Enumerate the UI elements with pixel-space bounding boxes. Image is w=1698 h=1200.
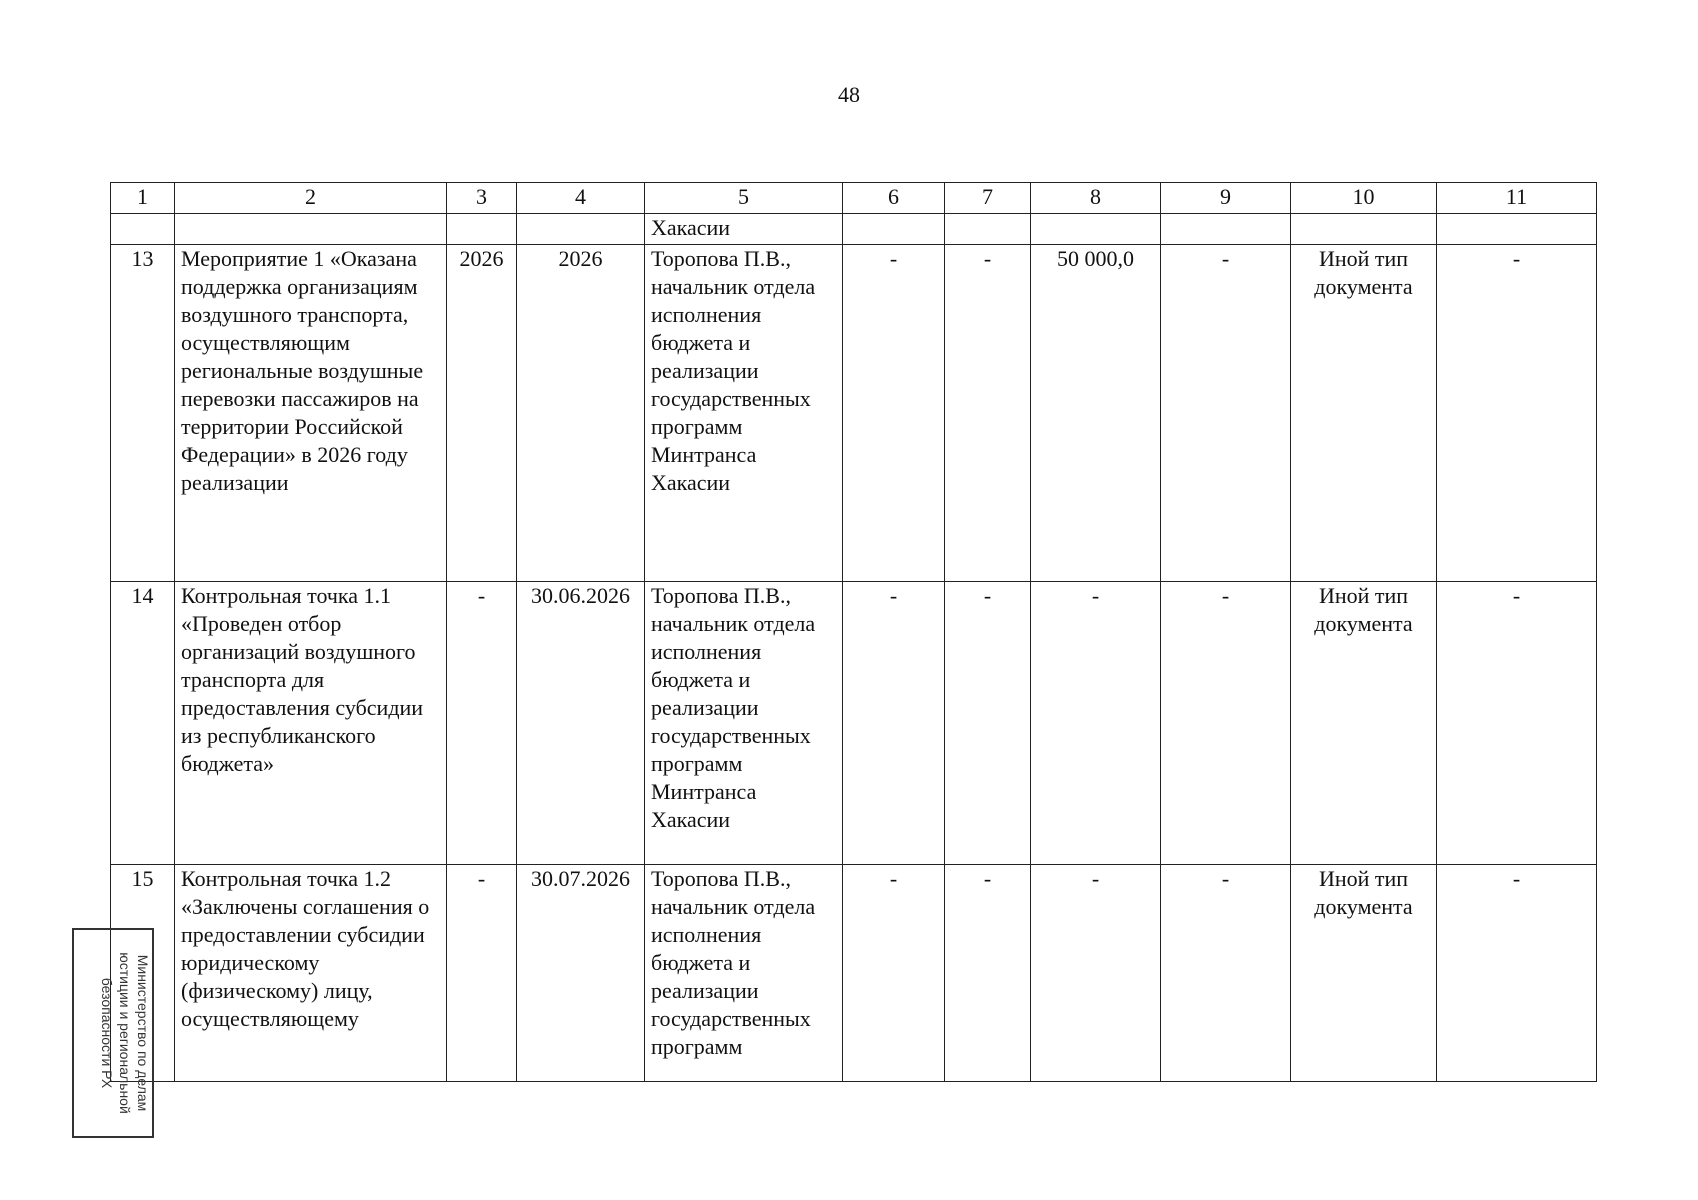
row-doc-type: Иной тип документа — [1291, 582, 1437, 865]
col-header: 8 — [1031, 183, 1161, 214]
row-start: - — [447, 865, 517, 1082]
row-number: 13 — [111, 245, 175, 582]
table-row — [111, 582, 1597, 865]
row-number: 14 — [111, 582, 175, 865]
row-start: - — [447, 582, 517, 865]
col-header: 7 — [945, 183, 1031, 214]
row-doc-type: Иной тип документа — [1291, 865, 1437, 1082]
col-header: 10 — [1291, 183, 1437, 214]
row-c8: 50 000,0 — [1031, 245, 1161, 582]
row-responsible: Торопова П.В., начальник отдела исполнения бюджета и реализации государственных программ Минтранса Хакасии — [645, 245, 843, 582]
row-name: Мероприятие 1 «Оказана поддержка организациям воздушного транспорта, осуществляющим региональные воздушные перевозки пассажиров на территории Российской Федерации» в 2026 году реализации — [175, 245, 447, 582]
row-end: 2026 — [517, 245, 645, 582]
row-c8: - — [1031, 582, 1161, 865]
column-number-row — [111, 183, 1597, 214]
row-responsible: Торопова П.В., начальник отдела исполнения бюджета и реализации государственных программ Минтранса Хакасии — [645, 582, 843, 865]
row-name: Контрольная точка 1.1 «Проведен отбор организаций воздушного транспорта для предоставления субсидии из республиканского бюджета» — [175, 582, 447, 865]
row-c7: - — [945, 582, 1031, 865]
row-c9: - — [1161, 865, 1291, 1082]
col-header: 3 — [447, 183, 517, 214]
row-c11: - — [1437, 582, 1597, 865]
row-c6: - — [843, 582, 945, 865]
row-end: 30.07.2026 — [517, 865, 645, 1082]
row-c8: - — [1031, 865, 1161, 1082]
col-header: 4 — [517, 183, 645, 214]
row-c11: - — [1437, 245, 1597, 582]
page-number: 48 — [838, 82, 860, 107]
row-name: Контрольная точка 1.2 «Заключены соглашения о предоставлении субсидии юридическому (физическому) лицу, осуществляющему — [175, 865, 447, 1082]
row-c6: - — [843, 245, 945, 582]
row-c9: - — [1161, 245, 1291, 582]
stamp-text: Министерство по делам юстиции и региональной безопасности РХ — [99, 952, 151, 1114]
registration-stamp — [72, 928, 154, 1138]
row-end: 30.06.2026 — [517, 582, 645, 865]
row-c7: - — [945, 865, 1031, 1082]
continuation-cell: Хакасии — [645, 214, 843, 245]
col-header: 11 — [1437, 183, 1597, 214]
col-header: 1 — [111, 183, 175, 214]
row-c7: - — [945, 245, 1031, 582]
col-header: 5 — [645, 183, 843, 214]
row-c11: - — [1437, 865, 1597, 1082]
row-responsible: Торопова П.В., начальник отдела исполнения бюджета и реализации государственных программ — [645, 865, 843, 1082]
continuation-row — [111, 214, 1597, 245]
row-doc-type: Иной тип документа — [1291, 245, 1437, 582]
row-start: 2026 — [447, 245, 517, 582]
row-c6: - — [843, 865, 945, 1082]
col-header: 2 — [175, 183, 447, 214]
col-header: 9 — [1161, 183, 1291, 214]
plan-table — [110, 182, 1597, 1082]
row-number: 15 — [111, 865, 175, 1082]
table-row — [111, 245, 1597, 582]
table-row — [111, 865, 1597, 1082]
row-c9: - — [1161, 582, 1291, 865]
col-header: 6 — [843, 183, 945, 214]
